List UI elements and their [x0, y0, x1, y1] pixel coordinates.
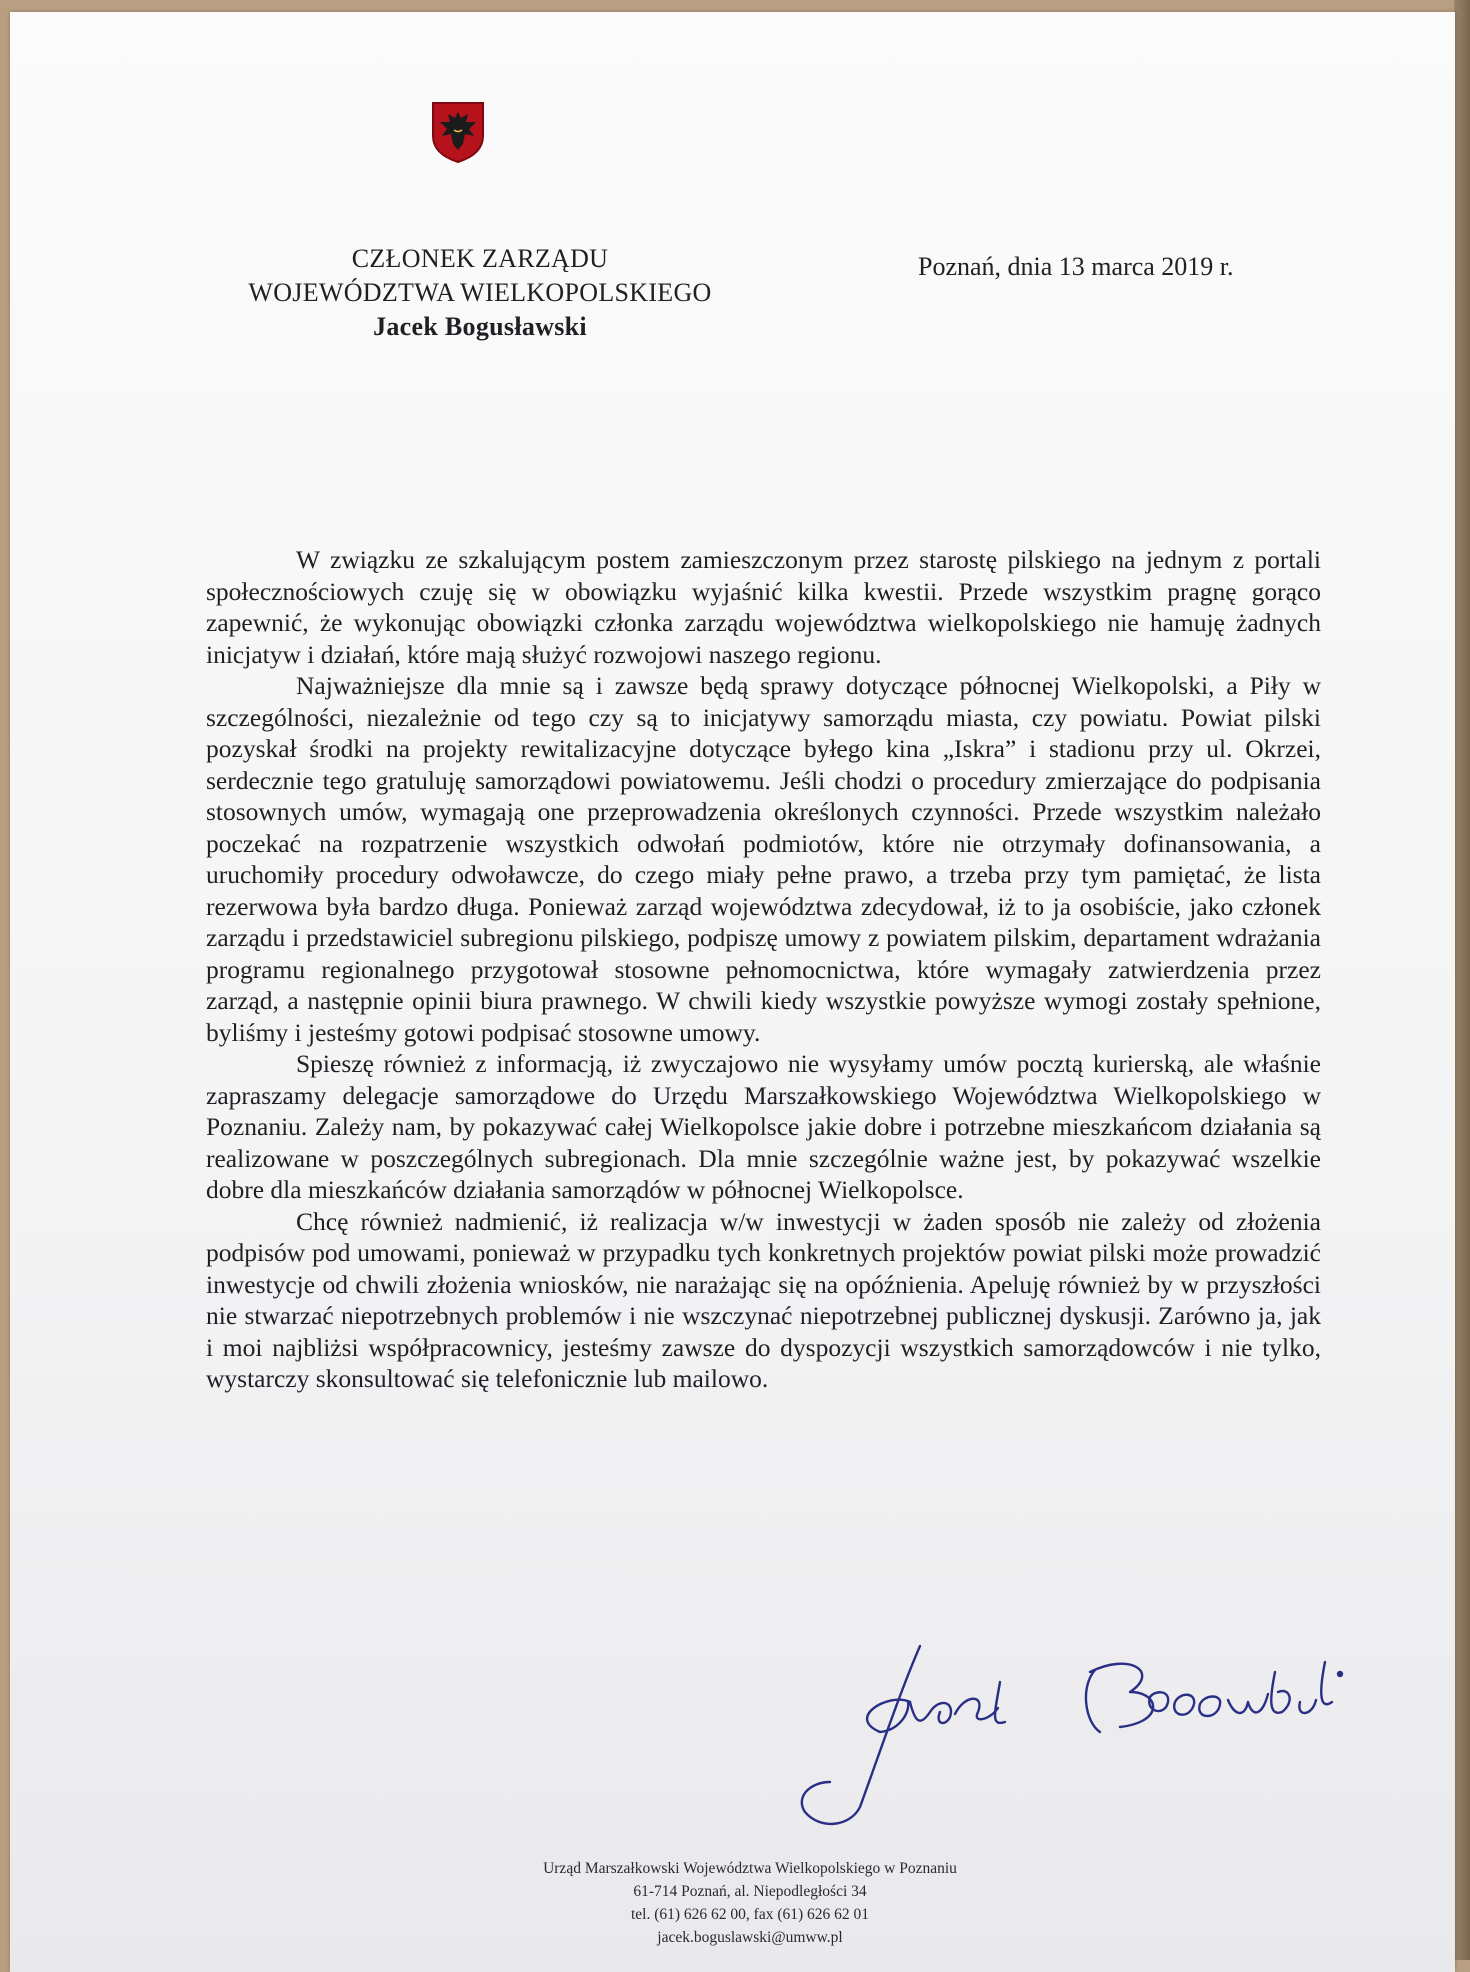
letter-page — [10, 12, 1455, 1972]
body-paragraph: Chcę również nadmienić, iż realizacja w/w inwestycji w żaden sposób nie zależy od złożenia podpisów pod umowami, ponieważ w przypadku tych konkretnych projektów powiat pilski może prowadzić inwestycje od chwili złożenia wniosków, nie narażając się na opóźnienia. Apeluję również by w przyszłości nie stwarzać niepotrzebnych problemów i nie wszczynać niepotrzebnej publicznej dyskusji. Zarówno ja, jak i moi najbliżsi współpracownicy, jesteśmy zawsze do dyspozycji wszystkich samorządowców i nie tylko, wystarczy skonsultować się telefonicznie lub mailowo. — [206, 1206, 1321, 1393]
footer-office: Urząd Marszałkowski Województwa Wielkopolskiego w Poznaniu — [543, 1860, 957, 1877]
letterhead-name: Jacek Bogusławski — [373, 312, 587, 341]
letter-date: Poznań, dnia 13 marca 2019 r. — [918, 252, 1234, 281]
footer-address: 61-714 Poznań, al. Niepodległości 34 — [633, 1883, 867, 1900]
body-paragraph: Najważniejsze dla mnie są i zawsze będą sprawy dotyczące północnej Wielkopolski, a Piły w szczególności, niezależnie od tego czy są to inicjatywy samorządu miasta, czy powiatu. Powiat pilski pozyskał środki na projekty rewitalizacyjne dotyczące byłego kina „Iskra” i stadionu przy ul. Okrzei, serdecznie tego gratuluję samorządowi powiatowemu. Jeśli chodzi o procedury zmierzające do podpisania stosownych umów, wymagają one przeprowadzenia określonych czynności. Przede wszystkim należało poczekać na rozpatrzenie wszystkich odwołań podmiotów, które nie otrzymały dofinansowania, a uruchomiły procedury odwoławcze, do czego miały pełne prawo, a trzeba przy tym pamiętać, że lista rezerwowa była bardzo długa. Ponieważ zarząd województwa zdecydował, iż to ja osobiście, jako członek zarządu i przedstawiciel subregionu pilskiego, podpiszę umowy z powiatem pilskim, departament wdrażania programu regionalnego przygotował stosowne pełnomocnictwa, które wymagały zatwierdzenia przez zarząd, a następnie opinii biura prawnego. W chwili kiedy wszystkie powyższe wymogi zostały spełnione, byliśmy i jesteśmy gotowi podpisać stosowne umowy. — [206, 671, 1321, 1047]
handwritten-signature — [750, 1632, 1390, 1832]
footer-email: jacek.boguslawski@umww.pl — [657, 1929, 843, 1946]
background-edge — [1454, 0, 1470, 1960]
letterhead-title-line1: CZŁONEK ZARZĄDU — [351, 244, 609, 273]
eagle-crest-icon — [430, 100, 486, 164]
body-paragraph: Spieszę również z informacją, iż zwyczajowo nie wysyłamy umów pocztą kurierską, ale właśnie zapraszamy delegacje samorządowe do Urzędu Marszałkowskiego Województwa Wielkopolskiego w Poznaniu. Zależy nam, by pokazywać całej Wielkopolsce jakie dobre i potrzebne mieszkańcom działania są realizowane w poszczególnych subregionach. Dla mnie szczególnie ważne jest, by pokazywać wszelkie dobre dla mieszkańców działania samorządów w północnej Wielkopolsce. — [206, 1049, 1321, 1204]
letter-body — [206, 544, 1321, 1395]
body-paragraph: W związku ze szkalującym postem zamieszczonym przez starostę pilskiego na jednym z portali społecznościowych czuję się w obowiązku wyjaśnić kilka kwestii. Przede wszystkim pragnę gorąco zapewnić, że wykonując obowiązki członka zarządu województwa wielkopolskiego nie hamuję żadnych inicjatyw i działań, które mają służyć rozwojowi naszego regionu. — [206, 545, 1321, 669]
letterhead — [180, 242, 780, 344]
letter-footer — [430, 1857, 1070, 1949]
footer-phone-fax: tel. (61) 626 62 00, fax (61) 626 62 01 — [630, 1906, 870, 1923]
letterhead-title-line2: WOJEWÓDZTWA WIELKOPOLSKIEGO — [248, 278, 712, 307]
